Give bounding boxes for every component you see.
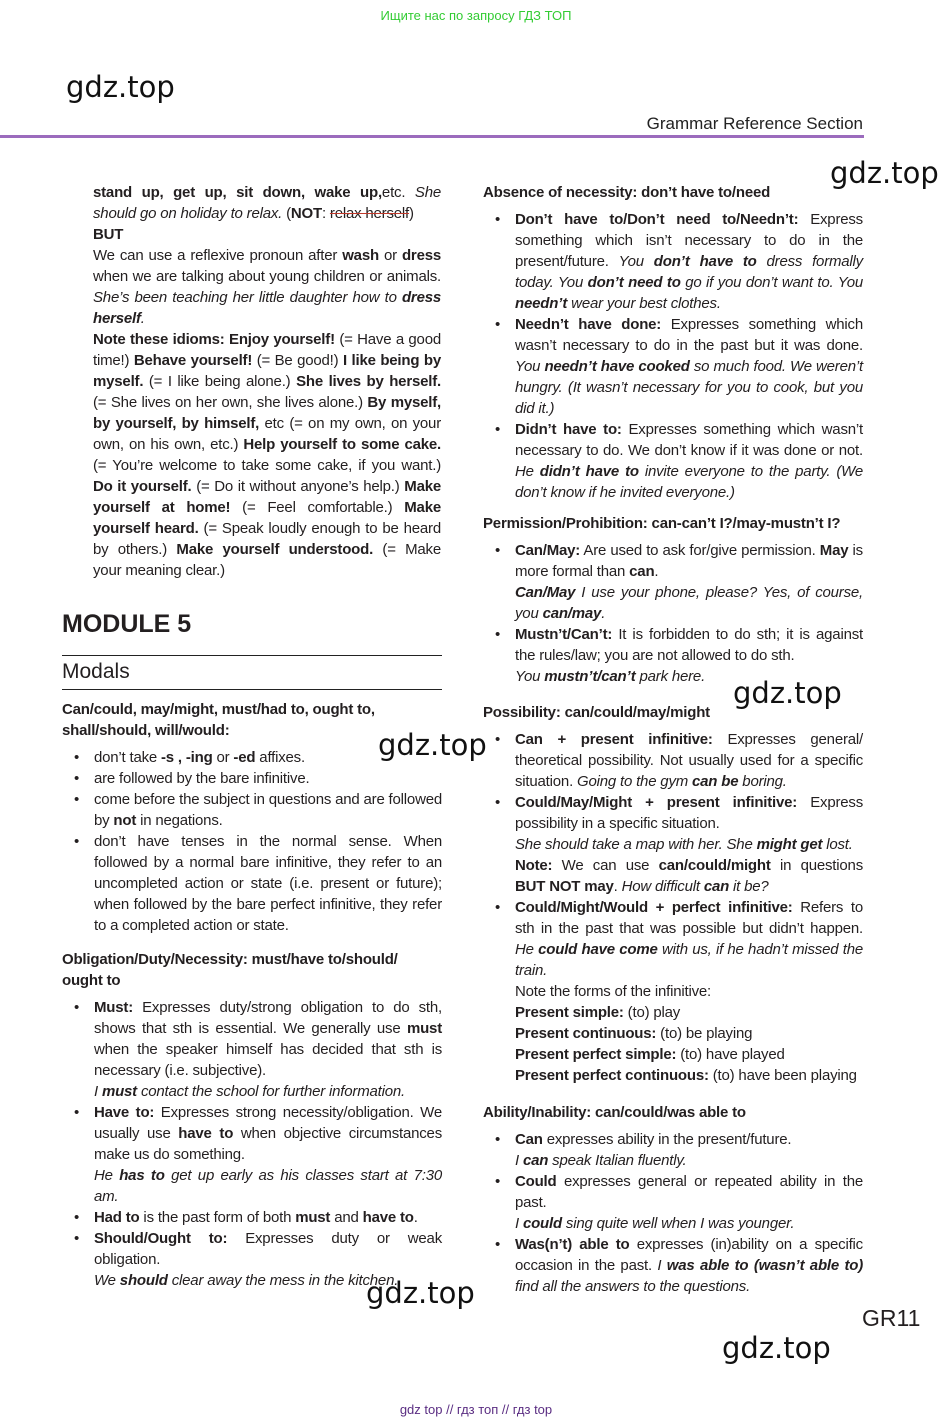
text-run: Don’t have to/Don’t need to/Needn’t:: [515, 211, 799, 228]
text-run: She’s been teaching her little daughter how to: [93, 289, 402, 306]
text-run: Expresses something which wasn’t necessary to do in the past but it was done.: [515, 316, 863, 354]
text-run: invite everyone to the party. (We don’t know if he invited everyone.): [515, 463, 863, 501]
ability-section: [483, 1102, 863, 1297]
list-item: [62, 789, 442, 831]
text-run: Can/May:: [515, 542, 581, 559]
text-run: She should go on holiday to relax.: [93, 184, 441, 222]
module-title: MODULE 5: [62, 610, 192, 638]
text-run: (= You’re welcome to take some cake, if you want.): [93, 457, 441, 474]
text-run: can: [522, 1152, 549, 1169]
text-run: How difficult: [621, 878, 704, 895]
text-run: affixes.: [255, 749, 305, 766]
text-run: Make yourself at home!: [93, 478, 442, 516]
text-run: must: [406, 1020, 442, 1037]
list-item: [483, 897, 863, 1086]
text-run: (to) be playing: [656, 1025, 753, 1042]
subsection-heading: Permission/Prohibition: can-can’t I?/may-mustn’t I?: [483, 515, 841, 532]
text-run: He: [94, 1167, 120, 1184]
text-run: ): [409, 205, 414, 222]
text-run: Mustn’t/Can’t:: [515, 626, 613, 643]
text-run: .: [601, 605, 606, 622]
text-run: or: [212, 749, 234, 766]
text-run: Note the forms of the infinitive:: [515, 983, 711, 1000]
text-run: .: [413, 1209, 418, 1226]
text-run: Expresses something which wasn’t necessary to do. We don’t know if it was done or not.: [515, 421, 863, 459]
text-run: needn’t: [515, 295, 568, 312]
text-run: can: [703, 878, 730, 895]
list-item: [483, 1171, 863, 1234]
watermark-logo: gdz.top: [66, 70, 175, 104]
text-run: Are used to ask for/give permission.: [580, 542, 820, 559]
text-run: May: [819, 542, 849, 559]
possibility-section: [483, 702, 863, 1086]
line: [515, 209, 863, 314]
line: [515, 792, 863, 834]
line: [94, 997, 442, 1081]
header-divider: [0, 135, 864, 138]
text-run: Note:: [515, 857, 553, 874]
text-run: She lives by herself.: [296, 373, 441, 390]
line: [515, 582, 863, 624]
bullet-list: [483, 729, 863, 1086]
line: [515, 855, 863, 897]
text-run: Must:: [94, 999, 133, 1016]
text-run: are followed by the bare infinitive.: [94, 770, 310, 787]
text-run: :: [321, 205, 330, 222]
text-run: don’t need to: [587, 274, 681, 291]
text-run: dress: [401, 247, 441, 264]
text-run: boring.: [738, 773, 787, 790]
text-run: when objective circumstances make us do something.: [94, 1125, 442, 1163]
permission-section: [483, 513, 863, 687]
watermark-logo: gdz.top: [733, 676, 842, 710]
text-run: don’t take: [94, 749, 162, 766]
text-run: get up early as his classes start at 7:30 am.: [94, 1167, 442, 1205]
text-run: contact the school for further information.: [136, 1083, 405, 1100]
text-run: (= She lives on her own, she lives alone.): [93, 394, 368, 411]
text-run: (= Speak loudly enough to be heard by others.): [93, 520, 441, 558]
text-run: Expresses strong necessity/obligation. We usually use: [94, 1104, 442, 1142]
text-run: could: [522, 1215, 562, 1232]
text-run: can/may: [542, 605, 602, 622]
subsection-heading: Ability/Inability: can/could/was able to: [483, 1104, 746, 1121]
line: [94, 1207, 442, 1228]
text-run: must: [101, 1083, 137, 1100]
page-number: GR11: [862, 1305, 921, 1331]
watermark-logo: gdz.top: [830, 156, 939, 190]
footer-links: gdz top // гдз топ // гдз top: [399, 1402, 553, 1417]
line: [515, 729, 863, 792]
divider: [62, 655, 442, 656]
line: [515, 314, 863, 419]
list-item: [62, 1102, 442, 1207]
text-run: Present continuous:: [515, 1025, 657, 1042]
text-run: expresses (in)ability on a specific occasion in the past.: [515, 1236, 863, 1274]
text-run: Can + present infinitive:: [515, 731, 713, 748]
text-run: I: [515, 1152, 523, 1169]
line: [94, 1228, 442, 1270]
text-run: dress formally today. You: [515, 253, 863, 291]
text-run: could have come: [538, 941, 658, 958]
text-run: etc.: [381, 184, 415, 201]
text-run: relax herself: [329, 205, 410, 222]
line: [515, 1213, 863, 1234]
text-run: come before the subject in questions and are followed by: [94, 791, 442, 829]
text-run: can: [629, 563, 655, 580]
line: [94, 1165, 442, 1207]
text-run: park here.: [635, 668, 706, 685]
text-run: expresses general or repeated ability in the past.: [515, 1173, 863, 1211]
text-run: or: [378, 247, 402, 264]
reflexive-pronouns-text: [93, 182, 441, 581]
text-run: etc (= on my own, on your own, on his own, etc.): [93, 415, 441, 453]
text-run: Could/May/Might + present infinitive:: [515, 794, 798, 811]
divider: [62, 689, 442, 690]
text-run: Going to the gym: [577, 773, 693, 790]
text-run: Expresses duty/strong obligation to do sth, shows that sth is essential. We generally use: [94, 999, 442, 1037]
list-item: [62, 997, 442, 1102]
text-run: not: [113, 812, 137, 829]
text-run: (= Be good!): [252, 352, 344, 369]
text-run: in questions: [770, 857, 863, 874]
paragraph: [93, 182, 441, 224]
list-item: [62, 768, 442, 789]
line: [515, 1023, 863, 1044]
text-run: I use your phone, please? Yes, of course, you: [515, 584, 863, 622]
list-item: [483, 209, 863, 314]
text-run: it be?: [729, 878, 769, 895]
watermark-logo: gdz.top: [366, 1276, 475, 1310]
text-run: Have to:: [94, 1104, 155, 1121]
text-run: Behave yourself!: [133, 352, 253, 369]
text-run: when we are talking about young children or animals.: [93, 268, 441, 285]
text-run: don’t have tenses in the normal sense. When followed by a normal bare infinitive, they refer to an uncompleted action or state (i.e. present or future); when followed by the bare perfect infinitive, they refer to a completed action or state.: [94, 833, 442, 934]
text-run: must: [295, 1209, 331, 1226]
text-run: We can use: [552, 857, 659, 874]
text-run: Was(n’t) able to: [515, 1236, 630, 1253]
text-run: should: [119, 1272, 168, 1289]
text-run: Help yourself to some cake.: [243, 436, 441, 453]
search-hint-banner: Ищите нас по запросу ГДЗ ТОП: [380, 8, 572, 23]
subsection-heading: Can/could, may/might, must/had to, ought to, shall/should, will/would:: [62, 701, 375, 739]
text-run: mustn’t/can’t: [544, 668, 636, 685]
text-run: Can/May: [515, 584, 576, 601]
line: [515, 1065, 863, 1086]
list-item: [483, 540, 863, 624]
text-run: -s: [161, 749, 174, 766]
paragraph: [93, 245, 441, 329]
text-run: Present perfect continuous:: [515, 1067, 709, 1084]
paragraph: [93, 329, 441, 581]
list-item: [483, 792, 863, 897]
text-run: (to) have played: [676, 1046, 785, 1063]
list-item: [483, 419, 863, 503]
text-run: Make yourself heard.: [93, 499, 441, 537]
text-run: in negations.: [136, 812, 223, 829]
text-run: go if you don’t want to. You: [680, 274, 863, 291]
text-run: dress herself: [93, 289, 441, 327]
line: [515, 624, 863, 666]
line: [515, 1129, 863, 1150]
text-run: It is forbidden to do sth; it is against the rules/law; you are not allowed to do sth.: [515, 626, 863, 664]
text-run: By myself, by yourself, by himself,: [93, 394, 441, 432]
text-run: don’t have to: [653, 253, 757, 270]
line: [94, 1081, 442, 1102]
text-run: She should take a map with her. She: [515, 836, 757, 853]
line: [515, 1044, 863, 1065]
line: [94, 789, 442, 831]
text-run: You: [515, 668, 545, 685]
text-run: Express possibility in a specific situation.: [515, 794, 863, 832]
text-run: Expresses general/ theoretical possibility. Not usually used for a specific situation.: [515, 731, 863, 790]
section-header-title: Grammar Reference Section: [646, 114, 863, 133]
text-run: stand up, get up, sit down, wake up,: [93, 184, 382, 201]
text-run: has to: [119, 1167, 165, 1184]
text-run: NOT: [290, 205, 322, 222]
list-item: [62, 831, 442, 936]
list-item: [483, 314, 863, 419]
text-run: have to: [362, 1209, 414, 1226]
text-run: He: [515, 463, 540, 480]
text-run: (= Make your meaning clear.): [93, 541, 441, 579]
list-item: [483, 1129, 863, 1171]
text-run: clear away the mess in the kitchen.: [167, 1272, 399, 1289]
text-run: can/could/might: [658, 857, 771, 874]
bullet-list: [62, 747, 442, 936]
text-run: You: [618, 253, 654, 270]
text-run: We can use a reflexive pronoun after: [93, 247, 343, 264]
section-title: Modals: [62, 660, 130, 683]
text-run: I: [94, 1083, 102, 1100]
list-item: [483, 1234, 863, 1297]
text-run: Express something which isn’t necessary to do in the present/future.: [515, 211, 863, 270]
line: [515, 1150, 863, 1171]
text-run: is more formal than: [515, 542, 863, 580]
text-run: Make yourself understood.: [176, 541, 374, 558]
line: [515, 834, 863, 855]
bullet-list: [483, 1129, 863, 1297]
text-run: expresses ability in the present/future.: [542, 1131, 792, 1148]
line: [515, 1002, 863, 1023]
text-run: , -ing: [173, 749, 213, 766]
text-run: with us, if he hadn’t missed the train.: [515, 941, 863, 979]
text-run: needn’t have cooked: [544, 358, 690, 375]
line: [94, 1102, 442, 1165]
text-run: (: [282, 205, 291, 222]
text-run: Present perfect simple:: [515, 1046, 677, 1063]
text-run: .: [613, 878, 622, 895]
text-run: Present simple:: [515, 1004, 624, 1021]
list-item: [62, 1207, 442, 1228]
subsection-heading: Possibility: can/could/may/might: [483, 704, 710, 721]
text-run: (= I like being alone.): [143, 373, 297, 390]
text-run: (= Do it without anyone’s help.): [191, 478, 405, 495]
text-run: We: [94, 1272, 120, 1289]
text-run: is the past form of both: [139, 1209, 296, 1226]
line: [94, 831, 442, 936]
text-run: He: [515, 941, 539, 958]
text-run: so much food. We weren’t hungry. (It wasn’t necessary for you to cook, but you did it.): [515, 358, 863, 417]
line: [515, 540, 863, 582]
text-run: and: [330, 1209, 363, 1226]
text-run: (= Feel comfortable.): [230, 499, 405, 516]
text-run: might get: [756, 836, 823, 853]
text-run: .: [140, 310, 145, 327]
text-run: Note these idioms: Enjoy yourself!: [93, 331, 335, 348]
line: [515, 981, 863, 1002]
text-run: You: [515, 358, 545, 375]
text-run: BUT NOT may: [515, 878, 614, 895]
line: [515, 419, 863, 503]
text-run: BUT: [93, 226, 124, 243]
bullet-list: [483, 540, 863, 687]
line: [94, 768, 442, 789]
text-run: I: [657, 1257, 667, 1274]
absence-of-necessity-section: [483, 182, 863, 503]
text-run: have to: [178, 1125, 234, 1142]
text-run: find all the answers to the questions.: [515, 1278, 751, 1295]
line: [515, 1171, 863, 1213]
text-run: .: [654, 563, 659, 580]
text-run: -ed: [233, 749, 256, 766]
line: [515, 1234, 863, 1297]
text-run: Needn’t have done:: [515, 316, 662, 333]
text-run: wear your best clothes.: [567, 295, 721, 312]
text-run: wash: [342, 247, 379, 264]
watermark-logo: gdz.top: [378, 728, 487, 762]
obligation-section: [62, 949, 442, 1291]
text-run: can be: [692, 773, 739, 790]
bullet-list: [62, 997, 442, 1291]
text-run: Could: [515, 1173, 557, 1190]
text-run: Should/Ought to:: [94, 1230, 228, 1247]
text-run: when the speaker himself has decided that sth is necessary (i.e. subjective).: [94, 1041, 442, 1079]
list-item: [483, 729, 863, 792]
text-run: (to) have been playing: [708, 1067, 857, 1084]
text-run: I: [515, 1215, 523, 1232]
text-run: Can: [515, 1131, 543, 1148]
paragraph: [93, 224, 441, 245]
text-run: (= Have a good time!): [93, 331, 441, 369]
text-run: was able to (wasn’t able to): [666, 1257, 863, 1274]
text-run: Could/Might/Would + perfect infinitive:: [515, 899, 793, 916]
text-run: speak Italian fluently.: [548, 1152, 687, 1169]
text-run: Didn’t have to:: [515, 421, 622, 438]
text-run: I like being by myself.: [93, 352, 441, 390]
text-run: sing quite well when I was younger.: [561, 1215, 795, 1232]
text-run: Had to: [94, 1209, 140, 1226]
text-run: Do it yourself.: [93, 478, 192, 495]
watermark-logo: gdz.top: [722, 1331, 831, 1365]
text-run: lost.: [822, 836, 853, 853]
text-run: Refers to sth in the past that was possible but didn’t happen.: [515, 899, 863, 937]
bullet-list: [483, 209, 863, 503]
subsection-heading: Obligation/Duty/Necessity: must/have to/should/ ought to: [62, 951, 398, 989]
text-run: Expresses duty or weak obligation.: [94, 1230, 442, 1268]
text-run: didn’t have to: [539, 463, 639, 480]
text-run: (to) play: [623, 1004, 681, 1021]
subsection-heading: Absence of necessity: don’t have to/need: [483, 184, 771, 201]
line: [515, 897, 863, 981]
